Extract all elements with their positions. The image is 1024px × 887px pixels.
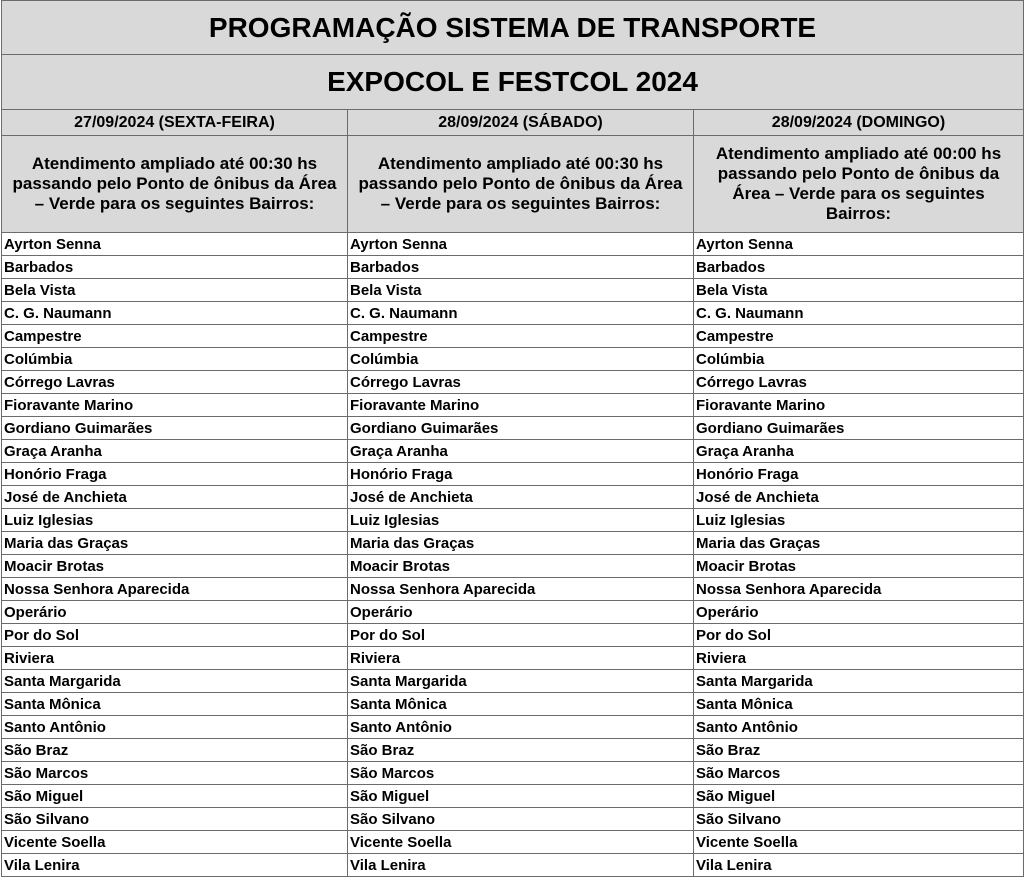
bairro-cell-sunday: São Braz — [694, 739, 1024, 762]
bairro-cell-sunday: São Miguel — [694, 785, 1024, 808]
table-row — [2, 486, 1024, 509]
bairro-cell-friday: Ayrton Senna — [2, 233, 348, 256]
table-row — [2, 532, 1024, 555]
bairro-cell-friday: Barbados — [2, 256, 348, 279]
bairro-cell-saturday: José de Anchieta — [348, 486, 694, 509]
bairro-cell-friday: José de Anchieta — [2, 486, 348, 509]
bairro-cell-sunday: Operário — [694, 601, 1024, 624]
table-row — [2, 233, 1024, 256]
bairro-cell-saturday: Moacir Brotas — [348, 555, 694, 578]
bairro-cell-saturday: São Silvano — [348, 808, 694, 831]
bairro-cell-friday: Bela Vista — [2, 279, 348, 302]
bairro-cell-friday: São Braz — [2, 739, 348, 762]
table-row — [2, 463, 1024, 486]
page-title: PROGRAMAÇÃO SISTEMA DE TRANSPORTE — [2, 1, 1024, 55]
bairro-cell-saturday: Nossa Senhora Aparecida — [348, 578, 694, 601]
bairro-cell-saturday: C. G. Naumann — [348, 302, 694, 325]
table-row — [2, 601, 1024, 624]
bairro-cell-friday: São Silvano — [2, 808, 348, 831]
bairro-cell-friday: Por do Sol — [2, 624, 348, 647]
bairro-cell-friday: Córrego Lavras — [2, 371, 348, 394]
bairro-cell-sunday: Honório Fraga — [694, 463, 1024, 486]
bairro-cell-sunday: José de Anchieta — [694, 486, 1024, 509]
table-row — [2, 624, 1024, 647]
bairro-cell-sunday: São Marcos — [694, 762, 1024, 785]
bairro-cell-friday: Campestre — [2, 325, 348, 348]
subtitle-row — [2, 55, 1024, 110]
date-header-saturday: 28/09/2024 (SÁBADO) — [348, 110, 694, 136]
table-row — [2, 279, 1024, 302]
description-row — [2, 136, 1024, 233]
table-row — [2, 555, 1024, 578]
bairro-cell-sunday: São Silvano — [694, 808, 1024, 831]
bairro-cell-sunday: Gordiano Guimarães — [694, 417, 1024, 440]
description-sunday: Atendimento ampliado até 00:00 hs passando pelo Ponto de ônibus da Área – Verde para os seguintes Bairros: — [694, 136, 1024, 233]
bairro-cell-friday: Santa Margarida — [2, 670, 348, 693]
bairro-cell-saturday: Santa Margarida — [348, 670, 694, 693]
table-row — [2, 394, 1024, 417]
bairro-cell-saturday: Graça Aranha — [348, 440, 694, 463]
title-row — [2, 1, 1024, 55]
bairro-cell-saturday: Vila Lenira — [348, 854, 694, 877]
table-row — [2, 371, 1024, 394]
bairro-cell-saturday: São Marcos — [348, 762, 694, 785]
bairro-cell-saturday: Gordiano Guimarães — [348, 417, 694, 440]
bairro-cell-friday: C. G. Naumann — [2, 302, 348, 325]
bairro-cell-friday: Nossa Senhora Aparecida — [2, 578, 348, 601]
bairro-cell-sunday: Córrego Lavras — [694, 371, 1024, 394]
bairro-cell-saturday: Operário — [348, 601, 694, 624]
schedule-table — [1, 0, 1024, 877]
bairro-cell-sunday: Luiz Iglesias — [694, 509, 1024, 532]
bairro-cell-saturday: Honório Fraga — [348, 463, 694, 486]
bairro-cell-saturday: São Miguel — [348, 785, 694, 808]
bairro-cell-sunday: Maria das Graças — [694, 532, 1024, 555]
bairro-cell-sunday: Graça Aranha — [694, 440, 1024, 463]
table-row — [2, 854, 1024, 877]
bairro-cell-friday: Honório Fraga — [2, 463, 348, 486]
bairro-cell-sunday: Vicente Soella — [694, 831, 1024, 854]
bairro-cell-friday: Santo Antônio — [2, 716, 348, 739]
bairro-cell-friday: São Marcos — [2, 762, 348, 785]
table-row — [2, 808, 1024, 831]
description-saturday: Atendimento ampliado até 00:30 hs passando pelo Ponto de ônibus da Área – Verde para os seguintes Bairros: — [348, 136, 694, 233]
table-row — [2, 509, 1024, 532]
event-title: EXPOCOL E FESTCOL 2024 — [2, 55, 1024, 110]
table-row — [2, 785, 1024, 808]
bairro-cell-friday: Fioravante Marino — [2, 394, 348, 417]
bairro-cell-sunday: Riviera — [694, 647, 1024, 670]
table-row — [2, 693, 1024, 716]
bairro-cell-saturday: Barbados — [348, 256, 694, 279]
bairro-cell-sunday: Santa Margarida — [694, 670, 1024, 693]
bairro-cell-friday: Luiz Iglesias — [2, 509, 348, 532]
bairro-cell-friday: São Miguel — [2, 785, 348, 808]
bairro-cell-sunday: Vila Lenira — [694, 854, 1024, 877]
bairro-cell-saturday: Vicente Soella — [348, 831, 694, 854]
table-row — [2, 302, 1024, 325]
table-row — [2, 831, 1024, 854]
bairro-cell-saturday: Bela Vista — [348, 279, 694, 302]
bairro-cell-saturday: Colúmbia — [348, 348, 694, 371]
table-row — [2, 716, 1024, 739]
table-row — [2, 762, 1024, 785]
table-row — [2, 440, 1024, 463]
table-row — [2, 256, 1024, 279]
date-header-row — [2, 110, 1024, 136]
bairro-cell-friday: Graça Aranha — [2, 440, 348, 463]
bairro-cell-sunday: Nossa Senhora Aparecida — [694, 578, 1024, 601]
bairro-cell-friday: Vila Lenira — [2, 854, 348, 877]
table-row — [2, 670, 1024, 693]
bairro-cell-saturday: Luiz Iglesias — [348, 509, 694, 532]
bairro-cell-friday: Colúmbia — [2, 348, 348, 371]
table-row — [2, 348, 1024, 371]
bairro-cell-sunday: Fioravante Marino — [694, 394, 1024, 417]
bairro-cell-saturday: Santa Mônica — [348, 693, 694, 716]
bairro-cell-saturday: Fioravante Marino — [348, 394, 694, 417]
bairro-cell-friday: Riviera — [2, 647, 348, 670]
bairro-cell-sunday: Barbados — [694, 256, 1024, 279]
bairro-cell-friday: Operário — [2, 601, 348, 624]
bairro-cell-saturday: Santo Antônio — [348, 716, 694, 739]
table-row — [2, 647, 1024, 670]
bairro-cell-saturday: Riviera — [348, 647, 694, 670]
bairro-cell-friday: Vicente Soella — [2, 831, 348, 854]
bairro-cell-sunday: Santo Antônio — [694, 716, 1024, 739]
bairro-cell-sunday: Por do Sol — [694, 624, 1024, 647]
bairro-cell-sunday: Campestre — [694, 325, 1024, 348]
bairro-cell-sunday: Ayrton Senna — [694, 233, 1024, 256]
bairro-cell-friday: Gordiano Guimarães — [2, 417, 348, 440]
bairro-cell-friday: Maria das Graças — [2, 532, 348, 555]
bairro-cell-sunday: Moacir Brotas — [694, 555, 1024, 578]
table-row — [2, 417, 1024, 440]
bairro-cell-saturday: Campestre — [348, 325, 694, 348]
date-header-sunday: 28/09/2024 (DOMINGO) — [694, 110, 1024, 136]
date-header-friday: 27/09/2024 (SEXTA-FEIRA) — [2, 110, 348, 136]
bairro-cell-sunday: C. G. Naumann — [694, 302, 1024, 325]
bairro-cell-saturday: Ayrton Senna — [348, 233, 694, 256]
bairro-cell-friday: Moacir Brotas — [2, 555, 348, 578]
table-row — [2, 325, 1024, 348]
bairro-cell-sunday: Colúmbia — [694, 348, 1024, 371]
table-row — [2, 739, 1024, 762]
description-friday: Atendimento ampliado até 00:30 hs passando pelo Ponto de ônibus da Área – Verde para os seguintes Bairros: — [2, 136, 348, 233]
bairro-cell-saturday: Córrego Lavras — [348, 371, 694, 394]
bairro-cell-saturday: São Braz — [348, 739, 694, 762]
bairro-cell-saturday: Por do Sol — [348, 624, 694, 647]
table-row — [2, 578, 1024, 601]
bairro-cell-sunday: Santa Mônica — [694, 693, 1024, 716]
bairro-cell-sunday: Bela Vista — [694, 279, 1024, 302]
bairro-cell-friday: Santa Mônica — [2, 693, 348, 716]
bairro-cell-saturday: Maria das Graças — [348, 532, 694, 555]
